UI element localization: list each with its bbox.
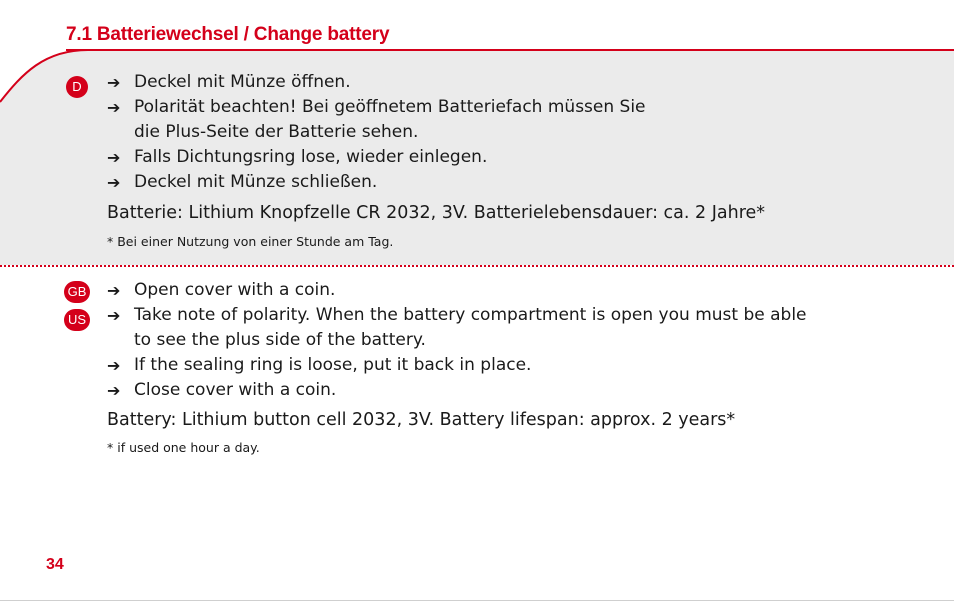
bullet-text: Open cover with a coin. (134, 280, 336, 300)
list-item (107, 95, 646, 145)
language-badge-gb: GB (64, 281, 90, 303)
language-badge-d: D (66, 76, 88, 98)
list-item (107, 170, 646, 195)
bullet-text: If the sealing ring is loose, put it back in place. (134, 355, 532, 375)
arrow-right-icon: ➔ (107, 356, 121, 375)
arrow-right-icon: ➔ (107, 381, 121, 400)
list-item (107, 353, 807, 378)
list-item (107, 303, 807, 353)
english-bullet-list (107, 278, 807, 403)
arrow-right-icon: ➔ (107, 281, 121, 300)
list-item (107, 378, 807, 403)
section-divider (0, 265, 954, 267)
arrow-right-icon: ➔ (107, 306, 121, 325)
list-item (107, 278, 807, 303)
arrow-right-icon: ➔ (107, 73, 121, 92)
section-heading: 7.1 Batteriewechsel / Change battery (66, 24, 390, 45)
bullet-text-continued: die Plus-Seite der Batterie sehen. (134, 122, 419, 142)
heading-underline (66, 49, 954, 51)
german-footnote: * Bei einer Nutzung von einer Stunde am Tag. (107, 234, 394, 249)
bullet-text: Take note of polarity. When the battery compartment is open you must be able (134, 305, 807, 325)
arrow-right-icon: ➔ (107, 98, 121, 117)
bullet-text: Falls Dichtungsring lose, wieder einlegen. (134, 147, 488, 167)
page-bottom-rule (0, 600, 954, 601)
bullet-text: Close cover with a coin. (134, 380, 337, 400)
language-badge-us: US (64, 309, 90, 331)
page-number: 34 (46, 556, 64, 573)
bullet-text: Deckel mit Münze schließen. (134, 172, 378, 192)
english-footnote: * if used one hour a day. (107, 440, 260, 455)
bullet-text: Polarität beachten! Bei geöffnetem Batteriefach müssen Sie (134, 97, 646, 117)
arrow-right-icon: ➔ (107, 148, 121, 167)
list-item (107, 145, 646, 170)
german-battery-summary: Batterie: Lithium Knopfzelle CR 2032, 3V. Batterielebensdauer: ca. 2 Jahre* (107, 203, 766, 223)
arrow-right-icon: ➔ (107, 173, 121, 192)
list-item (107, 70, 646, 95)
german-bullet-list (107, 70, 646, 195)
bullet-text-continued: to see the plus side of the battery. (134, 330, 426, 350)
bullet-text: Deckel mit Münze öffnen. (134, 72, 351, 92)
english-battery-summary: Battery: Lithium button cell 2032, 3V. Battery lifespan: approx. 2 years* (107, 410, 736, 430)
